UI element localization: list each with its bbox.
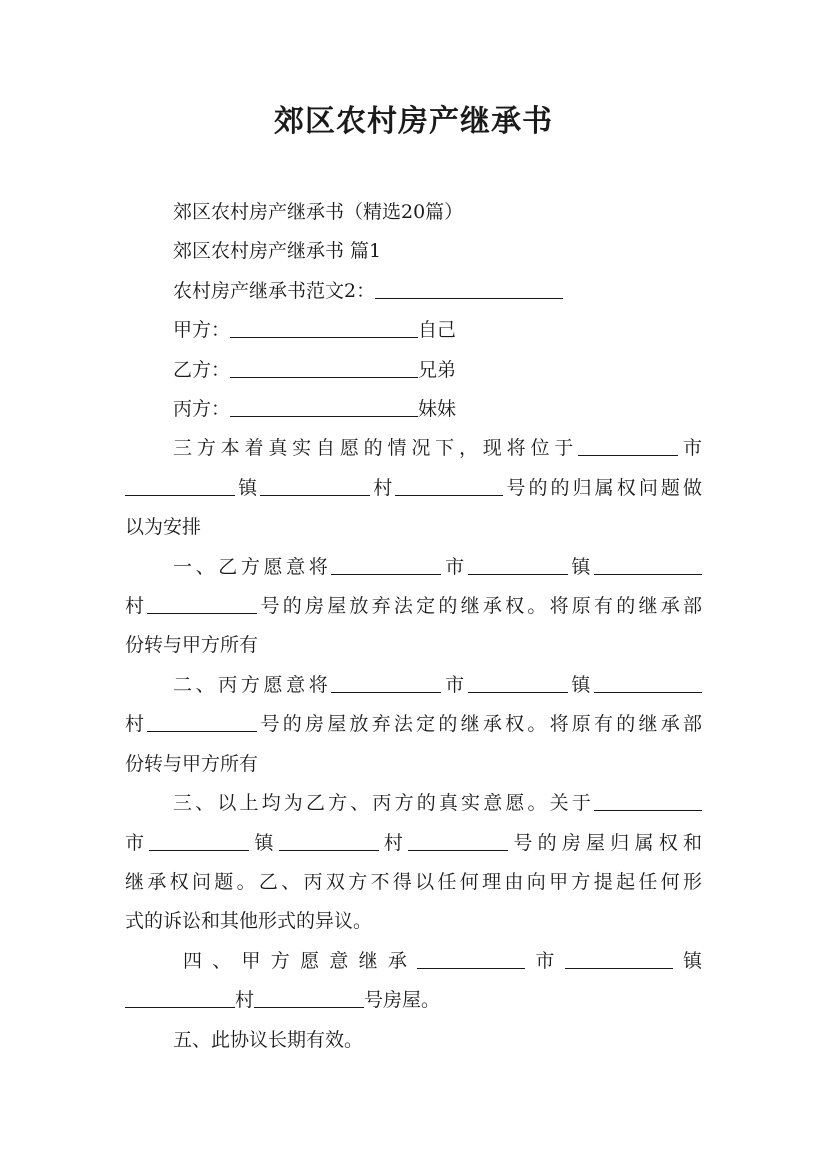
item2-zhen: 镇 — [567, 673, 594, 696]
party-a-blank — [230, 318, 418, 338]
party-a-role: 自己 — [418, 319, 457, 342]
intro-text-1: 三方本着真实自愿的情况下，现将位于 — [173, 437, 579, 460]
item4-blank-2 — [565, 949, 673, 969]
party-c-blank — [230, 397, 418, 417]
item3-blank-4 — [408, 831, 508, 851]
party-b-blank — [230, 358, 418, 378]
item1-blank-3 — [594, 555, 702, 575]
intro-blank-1 — [578, 436, 678, 456]
item2-blank-4 — [147, 712, 257, 732]
item4-shi: 市 — [525, 949, 565, 972]
item1-blank-4 — [147, 594, 257, 614]
sample-line — [125, 272, 702, 311]
document-body — [125, 193, 702, 1060]
subtitle-line: 郊区农村房产继承书（精选20篇） — [173, 201, 464, 223]
party-b-line — [125, 351, 702, 390]
item4-text-b: 号房屋。 — [364, 989, 441, 1012]
item4-line-1 — [125, 942, 702, 981]
intro-shi: 市 — [678, 437, 702, 460]
item3-line-3: 继承权问题。乙、丙双方不得以任何理由向甲方提起任何形 — [125, 870, 702, 893]
party-a-line — [125, 311, 702, 350]
item3-line-2 — [125, 824, 702, 863]
document-title: 郊区农村房产继承书 — [274, 104, 553, 139]
item4-cun: 村 — [235, 989, 255, 1012]
chapter-line: 郊区农村房产继承书 篇1 — [173, 240, 382, 263]
party-c-line — [125, 390, 702, 429]
item3-text-a: 三、以上均为乙方、丙方的真实意愿。关于 — [173, 792, 594, 815]
party-b-label: 乙方： — [173, 358, 231, 381]
item2-line-1 — [125, 666, 702, 705]
item4-blank-3 — [125, 988, 235, 1008]
item4-line-2 — [125, 981, 702, 1020]
item1-line-3: 份转与甲方所有 — [125, 634, 259, 657]
sample-label: 农村房产继承书范文2： — [173, 279, 376, 302]
item3-blank-3 — [279, 831, 379, 851]
item2-cun: 村 — [125, 713, 148, 736]
item2-line-3: 份转与甲方所有 — [125, 752, 259, 775]
item2-text-house: 号的房屋放弃法定的继承权。将原有的继承部 — [257, 713, 702, 736]
item3-shi: 市 — [125, 831, 150, 854]
item2-blank-3 — [594, 673, 702, 693]
item2-blank-2 — [468, 673, 568, 693]
item2-shi: 市 — [441, 673, 468, 696]
item3-line-1 — [125, 784, 702, 823]
item1-blank-2 — [468, 555, 568, 575]
intro-zhen: 镇 — [235, 476, 261, 499]
party-c-role: 妹妹 — [418, 398, 457, 421]
item1-text-a: 一、乙方愿意将 — [173, 555, 332, 578]
item3-blank-2 — [149, 831, 249, 851]
party-a-label: 甲方： — [173, 319, 231, 342]
item2-blank-1 — [331, 673, 441, 693]
item3-zhen: 镇 — [249, 831, 279, 854]
intro-blank-3 — [260, 476, 370, 496]
item3-text-b: 号的房屋归属权和 — [508, 831, 702, 854]
intro-blank-4 — [395, 476, 503, 496]
item4-zhen: 镇 — [672, 949, 702, 972]
party-b-role: 兄弟 — [418, 358, 457, 381]
intro-line-3: 以为安排 — [125, 516, 202, 539]
item1-cun: 村 — [125, 595, 148, 618]
item1-shi: 市 — [441, 555, 468, 578]
item4-blank-4 — [254, 988, 364, 1008]
item5-line: 五、此协议长期有效。 — [173, 1028, 364, 1051]
item1-blank-1 — [331, 555, 441, 575]
item2-line-2 — [125, 705, 702, 744]
item3-line-4: 式的诉讼和其他形式的异议。 — [125, 910, 373, 933]
party-c-label: 丙方： — [173, 398, 231, 421]
intro-blank-2 — [125, 476, 235, 496]
item1-zhen: 镇 — [567, 555, 594, 578]
item4-blank-1 — [417, 949, 525, 969]
intro-line-2 — [125, 469, 702, 508]
intro-cun: 村 — [370, 476, 396, 499]
intro-line-1 — [125, 429, 702, 468]
item4-text-a: 四、甲方愿意继承 — [183, 949, 418, 972]
item3-blank-1 — [594, 791, 702, 811]
item3-cun: 村 — [378, 831, 409, 854]
item2-text-a: 二、丙方愿意将 — [173, 673, 332, 696]
item1-line-2 — [125, 587, 702, 626]
item1-line-1 — [125, 548, 702, 587]
intro-text-2: 号的的归属权问题做 — [503, 476, 702, 499]
sample-blank — [375, 279, 563, 299]
item1-text-house: 号的房屋放弃法定的继承权。将原有的继承部 — [257, 595, 702, 618]
